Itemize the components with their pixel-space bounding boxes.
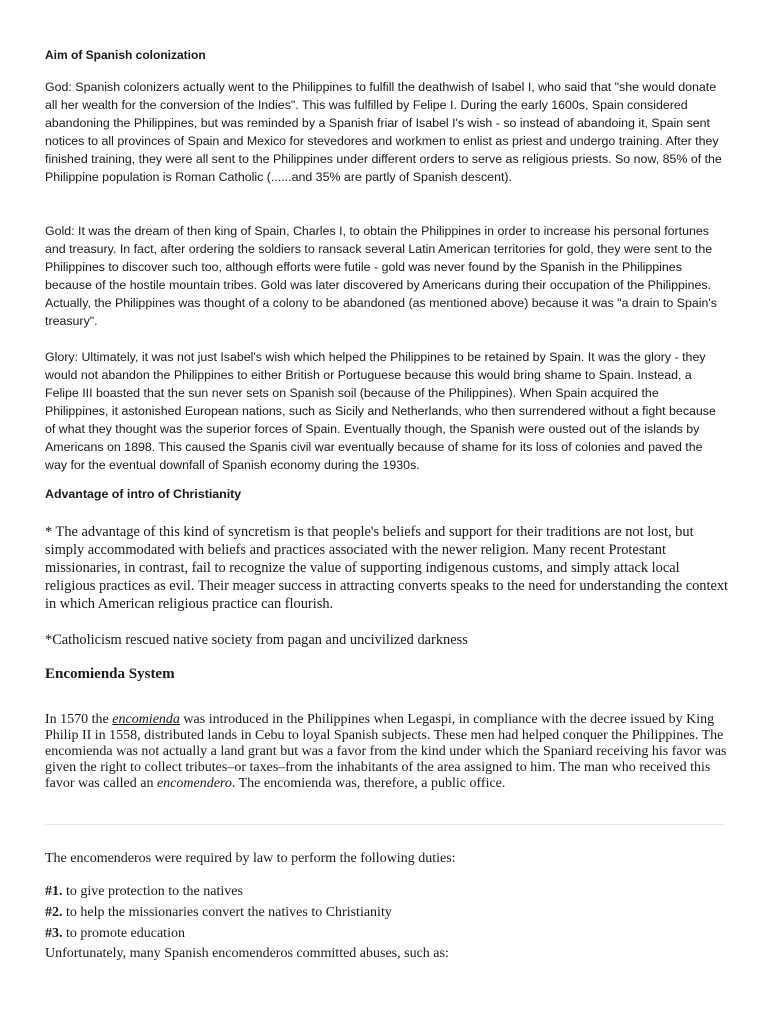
duty-text: to give protection to the natives (62, 884, 243, 899)
advantage-heading: Advantage of intro of Christianity (45, 487, 242, 501)
catholicism-paragraph: *Catholicism rescued native society from pagan and uncivilized darkness (45, 632, 468, 648)
duty-item (45, 925, 185, 943)
duty-item (45, 883, 243, 901)
encomienda-intro-paragraph (45, 712, 729, 792)
duty-text: to help the missionaries convert the natives to Christianity (62, 905, 392, 920)
duty-number: #2. (45, 905, 63, 920)
intro-text-a: In 1570 the (45, 712, 113, 727)
gold-paragraph: Gold: It was the dream of then king of Spain, Charles I, to obtain the Philippines in order to increase his personal fortunes and treasury. In fact, after ordering the soldiers to ransack several Latin American territories for gold, they were sent to the Philippines to discover such too, although efforts were futile - gold was never found by the Spanish in the Philippines because of the hostile mountain tribes. Gold was later discovered by Americans during their occupation of the Philippines. Actually, the Philippines was thought of a colony to be abandoned (as mentioned above) because it was "a drain to Spain's treasury". (45, 224, 717, 328)
intro-text-c: . The encomienda was, therefore, a public office. (231, 776, 506, 791)
encomienda-heading: Encomienda System (45, 666, 175, 682)
encomienda-link[interactable]: encomienda (112, 712, 180, 727)
god-paragraph: God: Spanish colonizers actually went to the Philippines to fulfill the deathwish of Isabel I, who said that "she would donate all her wealth for the conversion of the Indies". This was fulfilled by Felipe I. During the early 1600s, Spain considered abandoning the Philippines, but was reminded by a Spanish friar of Isabel I's wish - so instead of abandoing it, Spain sent notices to all provinces of Spain and Mexico for stevedores and workmen to enlist as priest and undergo training. After they finished training, they were all sent to the Philippines under different orders to serve as religious priests. So now, 85% of the Philippine population is Roman Catholic (......and 35% are partly of Spanish descent). (45, 80, 722, 184)
section-divider (45, 824, 725, 825)
encomendero-term: encomendero (156, 776, 232, 791)
duties-intro: The encomenderos were required by law to perform the following duties: (45, 851, 456, 866)
aim-heading: Aim of Spanish colonization (45, 48, 206, 62)
duty-number: #1. (45, 884, 63, 899)
duty-item (45, 904, 392, 922)
syncretism-paragraph: * The advantage of this kind of syncretism is that people's beliefs and support for their traditions are not lost, but simply accommodated with beliefs and practices associated with the newer religion. Many recent Protestant missionaries, in contrast, fail to recognize the value of supporting indigenous customs, and simply attack local religious practices as evil. Their meager success in attracting converts speaks to the need for understanding the context in which American religious practice can flourish. (45, 524, 729, 612)
duty-text: to promote education (62, 926, 185, 941)
glory-paragraph: Glory: Ultimately, it was not just Isabel's wish which helped the Philippines to be retained by Spain. It was the glory - they would not abandon the Philippines to either British or Portuguese because this would bring shame to Spain. Instead, a Felipe III boasted that the sun never sets on Spanish soil (because of the Philippines). When Spain acquired the Philippines, it astonished European nations, such as Sicily and Netherlands, who then surrendered without a fight because of what they thought was the superior forces of Spain. Eventually though, the Spanish were ousted out of the islands by Americans on 1898. This caused the Spanis civil war eventually because of shame for its loss of colonies and paved the way for the eventual downfall of Spanish economy during the 1930s. (45, 350, 716, 472)
abuses-intro: Unfortunately, many Spanish encomenderos committed abuses, such as: (45, 946, 449, 961)
intro-text-b: was introduced in the Philippines when Legaspi, in compliance with the decree issued by King Philip II in 1558, distributed lands in Cebu to loyal Spanish subjects. These men had helped conquer the Philippines. The encomienda was not actually a land grant but was a favor from the kind under which the Spaniard receiving his favor was given the right to collect tributes–or taxes–from the inhabitants of the area assigned to him. The man who received this favor was called an (45, 712, 727, 791)
duty-number: #3. (45, 926, 63, 941)
